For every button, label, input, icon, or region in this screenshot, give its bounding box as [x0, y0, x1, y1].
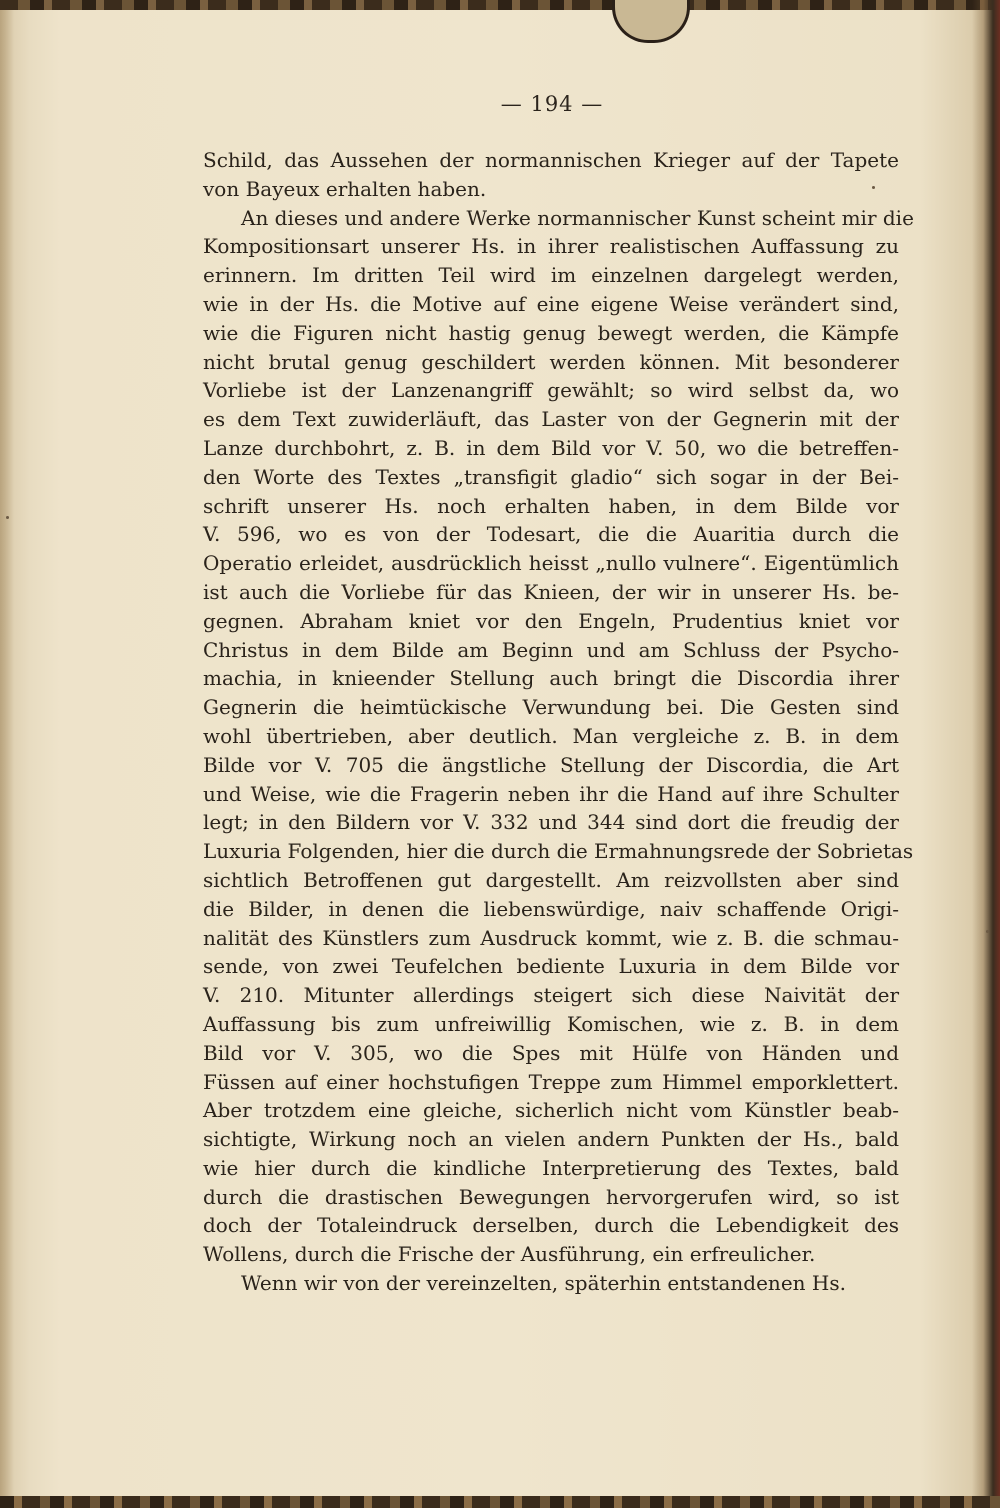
text-line: durch die drastischen Bewegungen hervorgerufen wird, so ist [203, 1184, 899, 1209]
paper-speck [872, 186, 875, 189]
text-line: Bild vor V. 305, wo die Spes mit Hülfe von Händen und [203, 1040, 899, 1065]
text-line: erinnern. Im dritten Teil wird im einzelnen dargelegt werden, [203, 263, 899, 288]
text-line: Wollens, durch die Frische der Ausführung, ein erfreulicher. [203, 1242, 816, 1267]
text-line: Vorliebe ist der Lanzenangriff gewählt; so wird selbst da, wo [203, 378, 899, 403]
text-line: wie in der Hs. die Motive auf eine eigene Weise verändert sind, [203, 291, 899, 316]
text-line: schrift unserer Hs. noch erhalten haben, in dem Bilde vor [203, 493, 899, 518]
text-line: es dem Text zuwiderläuft, das Laster von der Gegnerin mit der [203, 407, 899, 432]
text-line: Wenn wir von der vereinzelten, späterhin entstandenen Hs. [241, 1271, 846, 1296]
text-line: den Worte des Textes „transfigit gladio“ sich sogar in der Bei- [203, 464, 899, 489]
text-line: wie hier durch die kindliche Interpretierung des Textes, bald [203, 1155, 899, 1180]
text-line: Luxuria Folgenden, hier die durch die Ermahnungsrede der Sobrietas [203, 839, 914, 864]
page-left-edge [0, 0, 14, 1508]
text-line: Auffassung bis zum unfreiwillig Komischen, wie z. B. in dem [203, 1011, 899, 1036]
text-line: gegnen. Abraham kniet vor den Engeln, Prudentius kniet vor [203, 608, 899, 633]
text-line: die Bilder, in denen die liebenswürdige, naiv schaffende Origi- [203, 896, 899, 921]
text-line: An dieses und andere Werke normannischer Kunst scheint mir die [241, 205, 914, 230]
text-line: Operatio erleidet, ausdrücklich heisst „nullo vulnere“. Eigentümlich [203, 551, 899, 576]
text-line: sichtigte, Wirkung noch an vielen andern Punkten der Hs., bald [203, 1127, 899, 1152]
page-number: — 194 — [500, 92, 604, 116]
text-line: Gegnerin die heimtückische Verwundung bei. Die Gesten sind [203, 695, 899, 720]
text-line: doch der Totaleindruck derselben, durch die Lebendigkeit des [203, 1213, 899, 1238]
text-line: sichtlich Betroffenen gut dargestellt. Am reizvollsten aber sind [203, 867, 899, 892]
text-line: von Bayeux erhalten haben. [203, 176, 487, 201]
text-line: machia, in knieender Stellung auch bringt die Discordia ihrer [203, 666, 899, 691]
text-line: Aber trotzdem eine gleiche, sicherlich nicht vom Künstler beab- [203, 1098, 899, 1123]
book-bottom-edge [0, 1496, 1000, 1508]
text-line: legt; in den Bildern vor V. 332 und 344 sind dort die freudig der [203, 810, 899, 835]
text-line: nicht brutal genug geschildert werden können. Mit besonderer [203, 349, 899, 374]
text-line: Christus in dem Bilde am Beginn und am Schluss der Psycho- [203, 637, 899, 662]
text-line: Schild, das Aussehen der normannischen Krieger auf der Tapete [203, 148, 899, 172]
text-line: Kompositionsart unserer Hs. in ihrer realistischen Auffassung zu [203, 234, 899, 259]
paper-speck [986, 930, 989, 933]
text-line: V. 210. Mitunter allerdings steigert sich diese Naivität der [203, 983, 899, 1008]
text-line: V. 596, wo es von der Todesart, die die Auaritia durch die [203, 522, 899, 547]
text-line: nalität des Künstlers zum Ausdruck kommt, wie z. B. die schmau- [203, 925, 899, 950]
text-line: wie die Figuren nicht hastig genug bewegt werden, die Kämpfe [203, 320, 899, 345]
book-top-edge [0, 0, 1000, 10]
book-spine-edge [972, 0, 1000, 1508]
text-line: ist auch die Vorliebe für das Knieen, der wir in unserer Hs. be- [203, 579, 899, 604]
text-line: und Weise, wie die Fragerin neben ihr die Hand auf ihre Schulter [203, 781, 899, 806]
body-text [203, 146, 914, 1298]
binding-clasp [612, 0, 690, 43]
text-line: Füssen auf einer hochstufigen Treppe zum Himmel emporklettert. [203, 1069, 899, 1094]
text-line: wohl übertrieben, aber deutlich. Man vergleiche z. B. in dem [203, 723, 899, 748]
text-line: Bilde vor V. 705 die ängstliche Stellung der Discordia, die Art [203, 752, 899, 777]
paper-speck [6, 516, 9, 519]
text-line: sende, von zwei Teufelchen bediente Luxuria in dem Bilde vor [203, 954, 899, 979]
text-line: Lanze durchbohrt, z. B. in dem Bild vor V. 50, wo die betreffen- [203, 435, 899, 460]
